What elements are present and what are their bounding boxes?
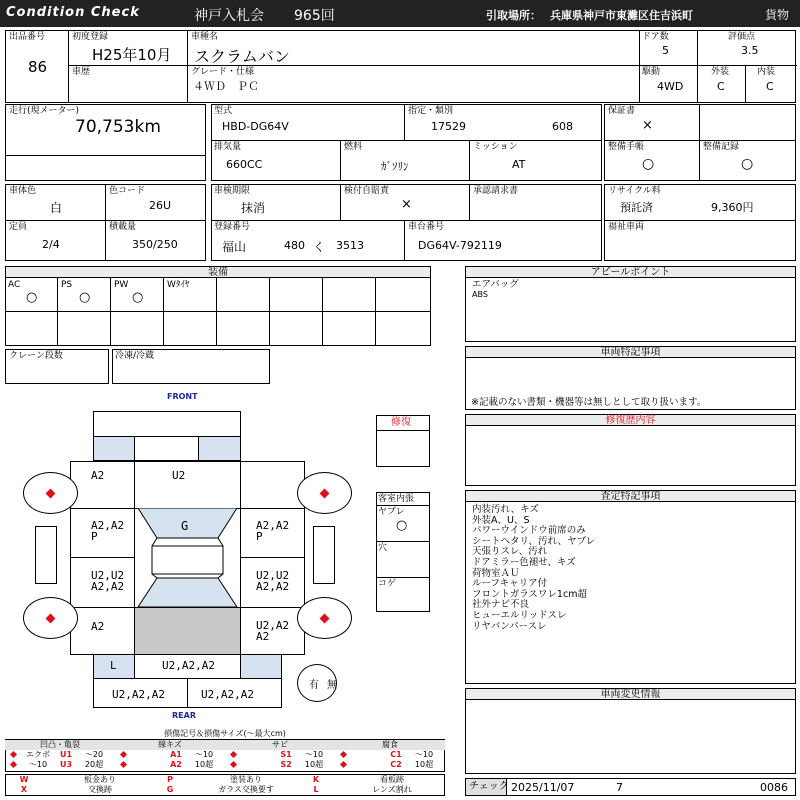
designation-label: 指定・類別 [408, 106, 454, 116]
first-reg-label: 初度登録 [72, 32, 109, 42]
dmg-left-door1: A2,A2 P [91, 519, 125, 543]
assessment-title: 査定特記事項 [465, 490, 796, 502]
appeal-line: ABS [472, 290, 488, 299]
auction-name: 神戸入札会 [194, 8, 264, 24]
special-title: 車両特記事項 [465, 346, 796, 358]
legend-size: ～10 [194, 750, 214, 759]
mirror-left [35, 526, 57, 584]
legend-code: A1 [170, 750, 182, 759]
color-code-label: 色コード [109, 186, 146, 196]
car-name-label: 車種名 [191, 32, 219, 42]
equip-ps-mark: ○ [79, 290, 91, 305]
dmg-left-rear: A2 [91, 620, 105, 633]
change-title: 車両変更情報 [465, 688, 796, 700]
repair-title: 修復歴内容 [465, 414, 796, 426]
zone-right-front [240, 461, 305, 509]
inspection-label: 車検期限 [214, 186, 251, 196]
assessment-line: リヤバンパースレ [472, 620, 547, 632]
front-lamp-right [198, 436, 241, 461]
plate-kana: く [313, 240, 326, 254]
fuel-value: ｶﾞｿﾘﾝ [381, 160, 409, 173]
freezer-label: 冷凍/冷蔵 [115, 351, 155, 361]
legend-desc: エクボ [26, 750, 50, 759]
legend-mark-code: K [312, 775, 320, 784]
equip-ps-label: PS [61, 280, 73, 290]
assessment-line: パワーウインドウ前席のみ [472, 525, 586, 537]
inspection-value: 抹消 [241, 201, 266, 215]
dmg-right-rear: U2,A2 A2 [256, 619, 290, 643]
assessment-line: フロントガラスワレ1cm超 [472, 588, 587, 600]
front-bumper [93, 411, 241, 438]
front-label: FRONT [167, 392, 198, 401]
mileage-label: 走行(現メーター) [9, 106, 80, 116]
report-title: Condition Check [6, 5, 140, 20]
cabin-hole-label: 穴 [378, 543, 388, 553]
legend-mark-desc: 塗装あり [230, 775, 262, 784]
legend-mark-desc: 交換跡 [88, 785, 112, 794]
dmg-left-front: A2 [91, 469, 105, 482]
spare-tire-yes: 有 [309, 680, 319, 691]
body-color-value: 白 [50, 201, 63, 215]
maintenance-book-label: 整備手帳 [608, 142, 645, 152]
cabin-tear-label: ヤブレ [378, 507, 405, 517]
legend-mark-code: W [19, 775, 29, 784]
interior-label: 内装 [757, 67, 776, 77]
legend-code: U1 [59, 750, 73, 759]
recycle-status: 預託済 [620, 201, 653, 214]
legend-mark-code: L [313, 785, 319, 794]
legend-mark-desc: 看板跡 [380, 775, 404, 784]
assessment-line: 社外ナビ不良 [472, 599, 530, 611]
dmg-hood: U2 [172, 469, 186, 482]
zone-rear-floor [134, 607, 241, 655]
plate-area: 福山 [222, 240, 247, 254]
legend-size: 10超 [414, 760, 434, 769]
legend-group-name: サビ [225, 740, 335, 750]
legend-code: A2 [170, 760, 182, 769]
plate-label: 登録番号 [214, 222, 251, 232]
mission-value: AT [512, 158, 526, 171]
color-code-value: 26U [149, 199, 172, 212]
dmg-lamp-left: L [110, 659, 117, 672]
check-code: 0086 [760, 781, 788, 794]
score-value: 3.5 [741, 44, 759, 57]
legend-desc: ～10 [28, 760, 48, 769]
recycle-label: リサイクル料 [608, 186, 661, 196]
registration-box [211, 184, 602, 261]
maintenance-record-mark: ○ [741, 156, 754, 172]
repair-box [465, 426, 796, 486]
history-label: 車歴 [72, 67, 91, 77]
pickup-location: 兵庫県神戸市東灘区住吉浜町 [550, 9, 693, 22]
legend-size: ～20 [84, 750, 104, 759]
rear-lamp-right [240, 654, 282, 679]
crane-label: クレーン段数 [9, 351, 63, 361]
assessment-line: ドアミラー色褪せ、キズ [472, 557, 576, 568]
vehicle-category: 貨物 [765, 8, 790, 22]
legend-code: U3 [59, 760, 73, 769]
approval-label: 承認請求書 [473, 186, 519, 196]
assessment-line: 天張りスレ、汚れ [472, 546, 548, 558]
plate-number: 3513 [336, 239, 364, 252]
legend-group-name: 腐食 [335, 740, 445, 750]
interior-grade: C [766, 80, 774, 93]
check-date: 2025/11/07 [511, 781, 575, 794]
repair-history-label: 修復 [391, 417, 411, 428]
equipment-title: 装備 [5, 266, 431, 278]
load-value: 350/250 [132, 238, 178, 251]
drive-label: 駆動 [642, 67, 661, 77]
equip-pw-mark: ○ [132, 290, 144, 305]
grade-label: グレード・仕様 [191, 67, 255, 77]
displacement-value: 660CC [226, 158, 263, 171]
doors-value: 5 [662, 44, 669, 57]
legend-size: 20超 [84, 760, 104, 769]
pickup-label: 引取場所： [486, 9, 541, 22]
grade-value: ４ＷＤ ＰＣ [193, 80, 259, 93]
dmg-bumper-right: U2,A2,A2 [201, 688, 254, 701]
chassis-label: 車台番号 [408, 222, 445, 232]
legend-code: C1 [390, 750, 402, 759]
recycle-fee: 9,360円 [711, 201, 754, 214]
cabin-burn-label: コゲ [378, 579, 397, 589]
assessment-line: 外装A、U、S [472, 514, 530, 526]
rear-label: REAR [172, 711, 196, 720]
check-day: 7 [616, 781, 623, 794]
lot-number: 86 [28, 58, 48, 76]
chassis-value: DG64V-792119 [418, 239, 502, 252]
appeal-line: エアバッグ [472, 279, 519, 290]
dmg-left-door2: U2,U2 A2,A2 [91, 569, 125, 593]
equip-ac-mark: ○ [26, 290, 38, 305]
category-number: 608 [552, 120, 573, 133]
maintenance-book-mark: ○ [642, 156, 655, 172]
exterior-label: 外装 [711, 67, 730, 77]
legend-mark-desc: レンズ割れ [372, 785, 412, 794]
assessment-line: 内装汚れ、キズ [472, 504, 539, 515]
liability-mark: × [401, 197, 412, 212]
front-lamp-left [93, 436, 135, 461]
legend-code: S1 [280, 750, 292, 759]
mirror-right [313, 526, 335, 584]
legend-size: 10超 [304, 760, 324, 769]
legend-size: ～10 [414, 750, 434, 759]
legend-group-name: 線キズ [115, 740, 225, 750]
equip-pw-label: PW [114, 280, 129, 290]
spare-tire-no: 無 [327, 680, 337, 691]
lot-label: 出品番号 [9, 32, 46, 42]
displacement-label: 排気量 [214, 142, 242, 152]
warranty-mark: × [642, 118, 653, 133]
appeal-title: アピールポイント [465, 266, 796, 278]
legend-mark-code: X [20, 785, 28, 794]
cabin-tear-mark: ○ [396, 518, 408, 533]
model-label: 型式 [214, 106, 233, 116]
body-color-label: 車体色 [9, 186, 37, 196]
change-box [465, 700, 796, 774]
equip-wtire-label: Wﾀｲﾔ [167, 280, 190, 290]
legend-size: 10超 [194, 760, 214, 769]
assessment-line: シートヘタリ、汚れ、ヤブレ [472, 535, 596, 547]
legend-size: ～10 [304, 750, 324, 759]
designation-value: 17529 [431, 120, 466, 133]
doors-label: ドア数 [642, 32, 669, 42]
legend-mark-code: G [166, 785, 174, 794]
maintenance-record-label: 整備記録 [703, 142, 740, 152]
fuel-label: 燃料 [344, 142, 363, 152]
assessment-line: ヒューエルリッドスレ [472, 610, 567, 621]
cabin-title: 客室内張 [378, 494, 415, 504]
warranty-label: 保証書 [608, 106, 636, 116]
dmg-rear-gate: U2,A2,A2 [162, 659, 215, 672]
legend-group-name: 凹凸・亀裂 [5, 740, 115, 750]
auction-session: 965回 [294, 8, 335, 24]
dmg-right-door1: A2,A2 P [256, 519, 290, 543]
dmg-right-door2: U2,U2 A2,A2 [256, 569, 290, 593]
plate-class: 480 [284, 239, 305, 252]
zone-hood [134, 461, 241, 509]
first-reg-value: H25年10月 [92, 46, 172, 64]
score-label: 評価点 [728, 32, 756, 42]
mission-label: ミッション [473, 142, 518, 152]
legend-code: S2 [280, 760, 292, 769]
check-label: チェック [469, 781, 509, 792]
load-label: 積載量 [109, 222, 137, 232]
assessment-line: ルーフキャリア付 [472, 578, 548, 590]
legend-mark-desc: ガラス交換要す [218, 785, 274, 794]
model-value: HBD-DG64V [222, 120, 289, 133]
legend-code: C2 [390, 760, 402, 769]
car-name: スクラムバン [194, 47, 290, 66]
special-note: ※記載のない書類・機器等は無しとして取り扱います。 [471, 397, 707, 408]
liability-label: 検付自賠責 [344, 186, 390, 196]
mileage-value: 70,753km [75, 117, 161, 137]
dmg-glass: G [181, 519, 189, 533]
legend-mark-desc: 板金あり [84, 775, 116, 784]
exterior-grade: C [717, 80, 725, 93]
welfare-label: 福祉車両 [608, 222, 645, 232]
assessment-line: 荷物室ＡＵ [472, 567, 520, 579]
legend-title: 損傷記号＆損傷サイズ(～最大cm) [5, 729, 445, 740]
capacity-value: 2/4 [42, 238, 60, 251]
legend-mark-code: P [167, 775, 173, 784]
rear-window [138, 578, 237, 607]
roof [152, 546, 223, 574]
capacity-label: 定員 [9, 222, 28, 232]
drive-value: 4WD [657, 80, 684, 93]
dmg-bumper-left: U2,A2,A2 [112, 688, 165, 701]
equip-ac-label: AC [8, 280, 21, 290]
